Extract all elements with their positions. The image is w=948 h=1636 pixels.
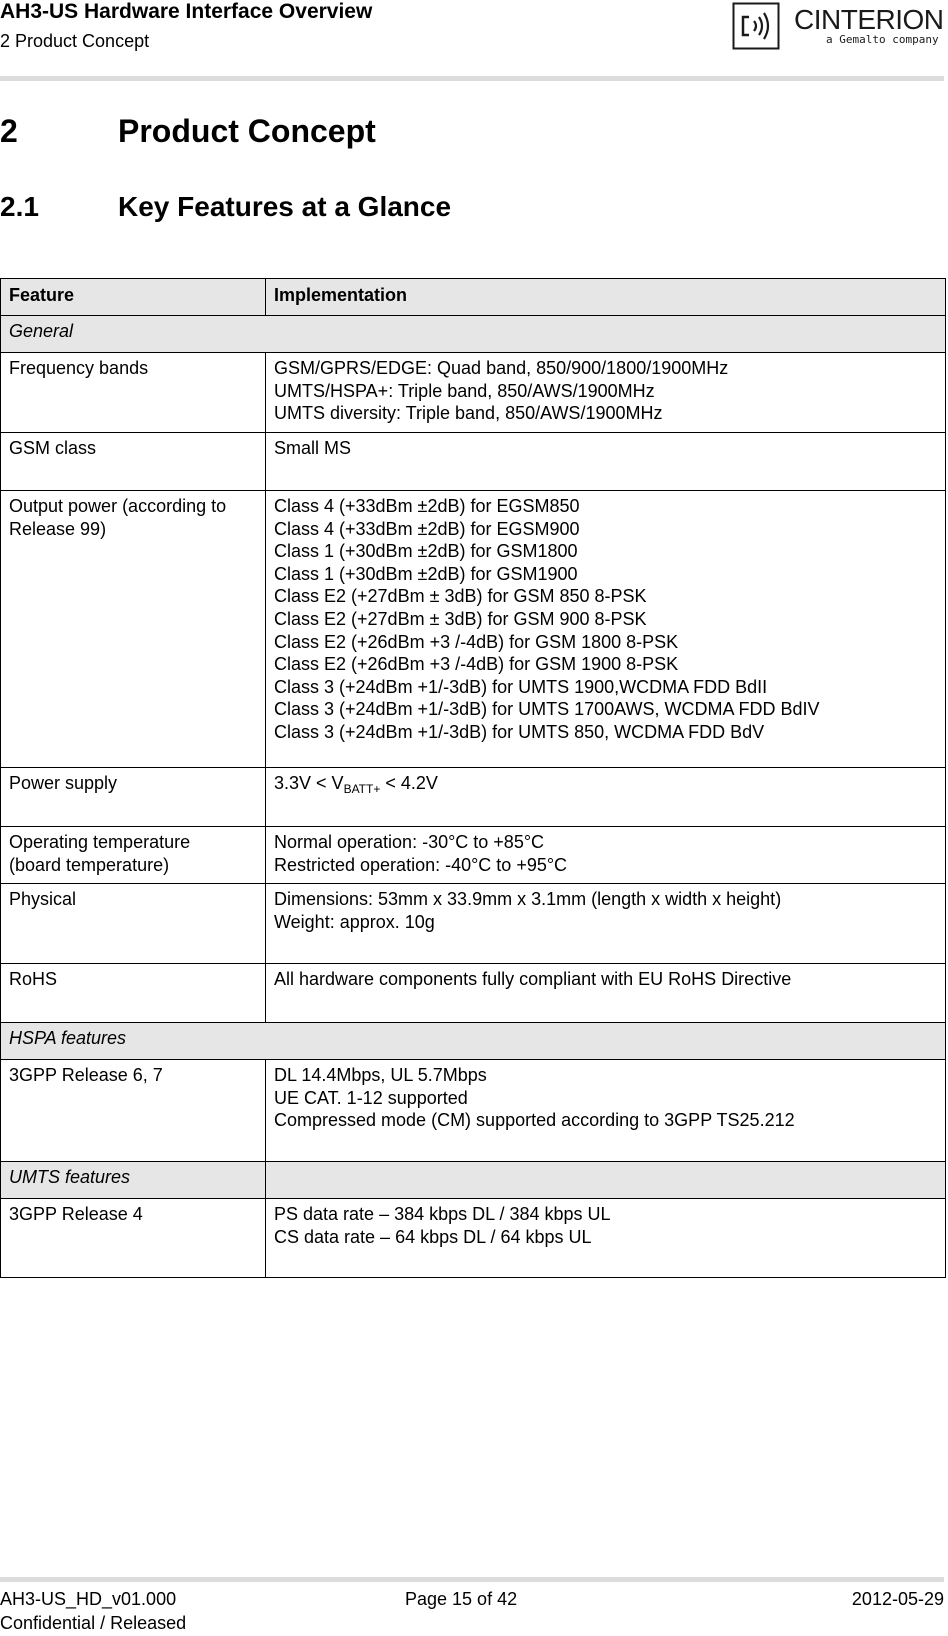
feature-line: Output power (according to (9, 496, 227, 516)
feature-cell: GSM class (1, 433, 266, 491)
implementation-cell (266, 964, 946, 1023)
table-header-row (1, 279, 946, 316)
table-row (1, 964, 946, 1023)
implementation-line: GSM/GPRS/EDGE: Quad band, 850/900/1800/1900MHz (274, 358, 729, 378)
chapter-heading (0, 112, 376, 150)
section-row-umts (1, 1162, 946, 1199)
section-row-hspa (1, 1023, 946, 1060)
feature-line: (board temperature) (9, 854, 170, 875)
feature-line: Release 99) (9, 518, 107, 539)
table-row (1, 1199, 946, 1278)
implementation-line: DL 14.4Mbps, UL 5.7Mbps (274, 1065, 487, 1085)
chapter-title: Product Concept (118, 113, 376, 149)
implementation-line: CS data rate – 64 kbps DL / 64 kbps UL (274, 1226, 592, 1247)
implementation-line: Class E2 (+27dBm ± 3dB) for GSM 900 8-PSK (274, 608, 647, 629)
footer-status: Confidential / Released (0, 1613, 187, 1633)
power-supply-prefix: 3.3V < V (274, 773, 344, 793)
section-heading (0, 190, 451, 224)
implementation-line: Class E2 (+26dBm +3 /-4dB) for GSM 1900 8-PSK (274, 654, 679, 675)
implementation-line: PS data rate – 384 kbps DL / 384 kbps UL (274, 1204, 611, 1224)
implementation-line: Restricted operation: -40°C to +95°C (274, 854, 568, 875)
table-row (1, 768, 946, 827)
implementation-line: Weight: approx. 10g (274, 911, 435, 932)
cinterion-signal-icon (732, 2, 780, 50)
table-row (1, 491, 946, 768)
table-row (1, 353, 946, 433)
feature-cell: 3GPP Release 4 (1, 1199, 266, 1278)
feature-cell (1, 491, 266, 768)
section-label: HSPA features (1, 1023, 946, 1060)
chapter-running-head: 2 Product Concept (0, 31, 150, 51)
implementation-line: Small MS (274, 438, 352, 458)
table-row (1, 827, 946, 884)
power-supply-suffix: < 4.2V (380, 773, 438, 793)
feature-cell: Frequency bands (1, 353, 266, 433)
implementation-line: Normal operation: -30°C to +85°C (274, 832, 545, 852)
section-number: 2.1 (0, 191, 39, 222)
column-header-feature: Feature (1, 279, 266, 316)
footer-doc-id: AH3-US_HD_v01.000 (0, 1589, 177, 1609)
implementation-line: Dimensions: 53mm x 33.9mm x 3.1mm (length x width x height) (274, 889, 782, 909)
logo-tagline: a Gemalto company (826, 33, 939, 46)
implementation-line: Class 3 (+24dBm +1/-3dB) for UMTS 1900,WCDMA FDD BdII (274, 676, 768, 697)
feature-cell: RoHS (1, 964, 266, 1023)
implementation-line: Compressed mode (CM) supported according to 3GPP TS25.212 (274, 1110, 795, 1131)
implementation-line: Class 1 (+30dBm ±2dB) for GSM1900 (274, 563, 578, 584)
section-row-general (1, 316, 946, 353)
footer-date: 2012-05-29 (851, 1589, 944, 1609)
footer-page-number: Page 15 of 42 (405, 1589, 518, 1609)
table-row (1, 884, 946, 964)
header-divider (0, 76, 944, 81)
implementation-line: Class 3 (+24dBm +1/-3dB) for UMTS 1700AWS, WCDMA FDD BdIV (274, 699, 820, 720)
key-features-table (0, 278, 946, 1278)
implementation-line: Class 4 (+33dBm ±2dB) for EGSM900 (274, 518, 580, 539)
implementation-line: Class 4 (+33dBm ±2dB) for EGSM850 (274, 496, 580, 516)
implementation-cell (266, 884, 946, 964)
implementation-cell (266, 491, 946, 768)
power-supply-subscript: BATT+ (343, 782, 381, 796)
footer-divider (0, 1577, 944, 1582)
implementation-line: All hardware components fully compliant with EU RoHS Directive (274, 969, 792, 989)
implementation-line: Class E2 (+27dBm ± 3dB) for GSM 850 8-PSK (274, 586, 647, 607)
implementation-cell (266, 433, 946, 491)
column-header-implementation: Implementation (266, 279, 946, 316)
document-title: AH3-US Hardware Interface Overview (0, 0, 373, 23)
implementation-line: Class 3 (+24dBm +1/-3dB) for UMTS 850, WCDMA FDD BdV (274, 721, 765, 742)
table-row (1, 1060, 946, 1162)
implementation-line: UMTS diversity: Triple band, 850/AWS/1900MHz (274, 403, 663, 424)
cinterion-logo (732, 2, 942, 54)
section-title: Key Features at a Glance (118, 191, 452, 222)
chapter-number: 2 (0, 113, 18, 149)
implementation-line: Class 1 (+30dBm ±2dB) for GSM1800 (274, 541, 578, 562)
logo-wordmark: CINTERION (794, 4, 944, 35)
table-row (1, 433, 946, 491)
implementation-line: UMTS/HSPA+: Triple band, 850/AWS/1900MHz (274, 380, 655, 401)
feature-line: Operating temperature (9, 832, 191, 852)
implementation-cell (266, 1199, 946, 1278)
feature-cell: Power supply (1, 768, 266, 827)
feature-cell (1, 827, 266, 884)
section-label: UMTS features (1, 1162, 266, 1199)
feature-cell: 3GPP Release 6, 7 (1, 1060, 266, 1162)
implementation-cell (266, 353, 946, 433)
feature-cell: Physical (1, 884, 266, 964)
section-label: General (1, 316, 946, 353)
implementation-cell (266, 768, 946, 827)
section-label-empty (266, 1162, 946, 1199)
implementation-cell (266, 1060, 946, 1162)
implementation-line: Class E2 (+26dBm +3 /-4dB) for GSM 1800 8-PSK (274, 631, 679, 652)
implementation-line: UE CAT. 1-12 supported (274, 1087, 468, 1108)
implementation-cell (266, 827, 946, 884)
